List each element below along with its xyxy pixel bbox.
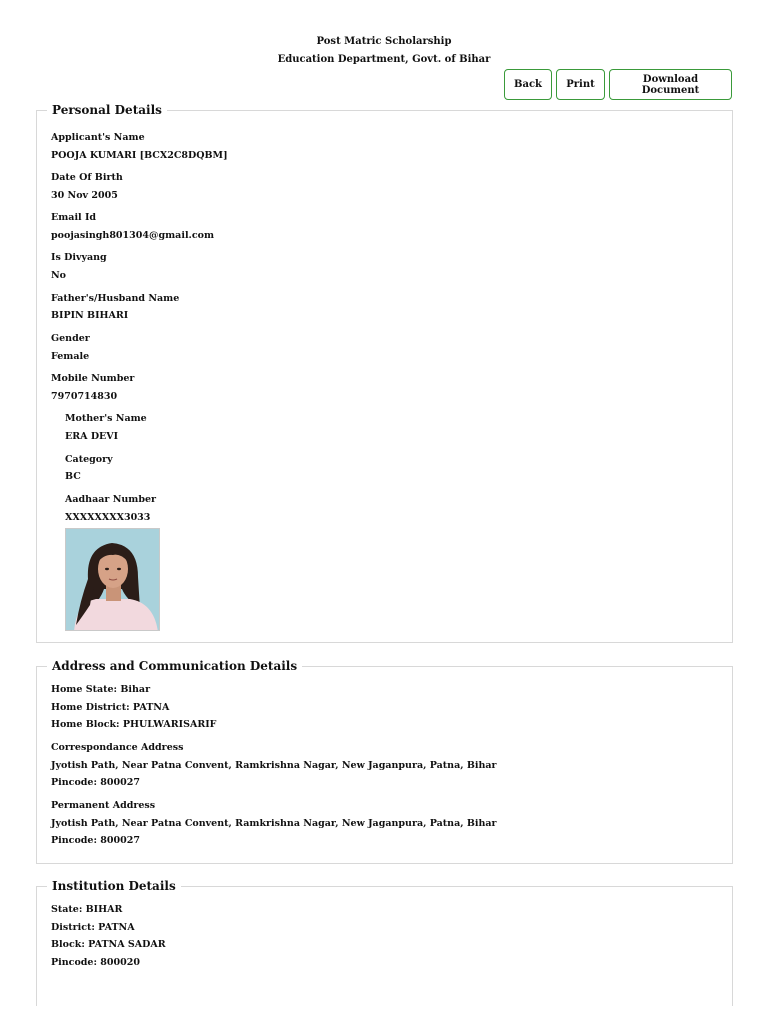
page-header	[0, 34, 768, 70]
category-label: Category	[65, 454, 113, 465]
aadhaar-value: XXXXXXXX3033	[65, 512, 151, 523]
mother-name-value: ERA DEVI	[65, 431, 119, 442]
print-button[interactable]: Print	[556, 69, 605, 100]
institution-section	[36, 879, 733, 1006]
category-value: BC	[65, 471, 81, 482]
home-district: Home District: PATNA	[51, 702, 170, 713]
personal-details-section	[36, 103, 733, 643]
institution-block: Block: PATNA SADAR	[51, 939, 166, 950]
institution-legend: Institution Details	[47, 879, 181, 893]
personal-details-legend: Personal Details	[47, 103, 167, 117]
aadhaar-label: Aadhaar Number	[65, 494, 157, 505]
page-subtitle: Education Department, Govt. of Bihar	[277, 54, 491, 65]
home-state: Home State: Bihar	[51, 684, 151, 695]
father-name-value: BIPIN BIHARI	[51, 310, 129, 321]
download-document-button[interactable]: Download Document	[609, 69, 732, 100]
institution-state: State: BIHAR	[51, 904, 123, 915]
divyang-value: No	[51, 270, 67, 281]
correspondence-address-label: Correspondance Address	[51, 742, 184, 753]
gender-value: Female	[51, 351, 90, 362]
mobile-label: Mobile Number	[51, 373, 135, 384]
email-label: Email Id	[51, 212, 97, 223]
correspondence-pincode: Pincode: 800027	[51, 777, 140, 788]
email-value: poojasingh801304@gmail.com	[51, 230, 215, 241]
permanent-address-label: Permanent Address	[51, 800, 156, 811]
applicant-name-label: Applicant's Name	[51, 132, 145, 143]
permanent-address-value: Jyotish Path, Near Patna Convent, Ramkrishna Nagar, New Jaganpura, Patna, Bihar	[51, 818, 497, 829]
institution-pincode: Pincode: 800020	[51, 957, 140, 968]
person-photo-icon	[66, 529, 160, 631]
gender-label: Gender	[51, 333, 90, 344]
correspondence-address-value: Jyotish Path, Near Patna Convent, Ramkrishna Nagar, New Jaganpura, Patna, Bihar	[51, 760, 497, 771]
address-legend: Address and Communication Details	[47, 659, 302, 673]
address-section	[36, 659, 733, 864]
permanent-pincode: Pincode: 800027	[51, 835, 140, 846]
dob-label: Date Of Birth	[51, 172, 123, 183]
home-block: Home Block: PHULWARISARIF	[51, 719, 217, 730]
page-title: Post Matric Scholarship	[316, 36, 452, 47]
back-button[interactable]: Back	[504, 69, 552, 100]
applicant-name-value: POOJA KUMARI [BCX2C8DQBM]	[51, 150, 228, 161]
applicant-photo	[65, 528, 160, 631]
dob-value: 30 Nov 2005	[51, 190, 118, 201]
father-name-label: Father's/Husband Name	[51, 293, 180, 304]
divyang-label: Is Divyang	[51, 252, 107, 263]
mother-name-label: Mother's Name	[65, 413, 147, 424]
mobile-value: 7970714830	[51, 391, 118, 402]
toolbar	[504, 69, 732, 100]
institution-district: District: PATNA	[51, 922, 135, 933]
